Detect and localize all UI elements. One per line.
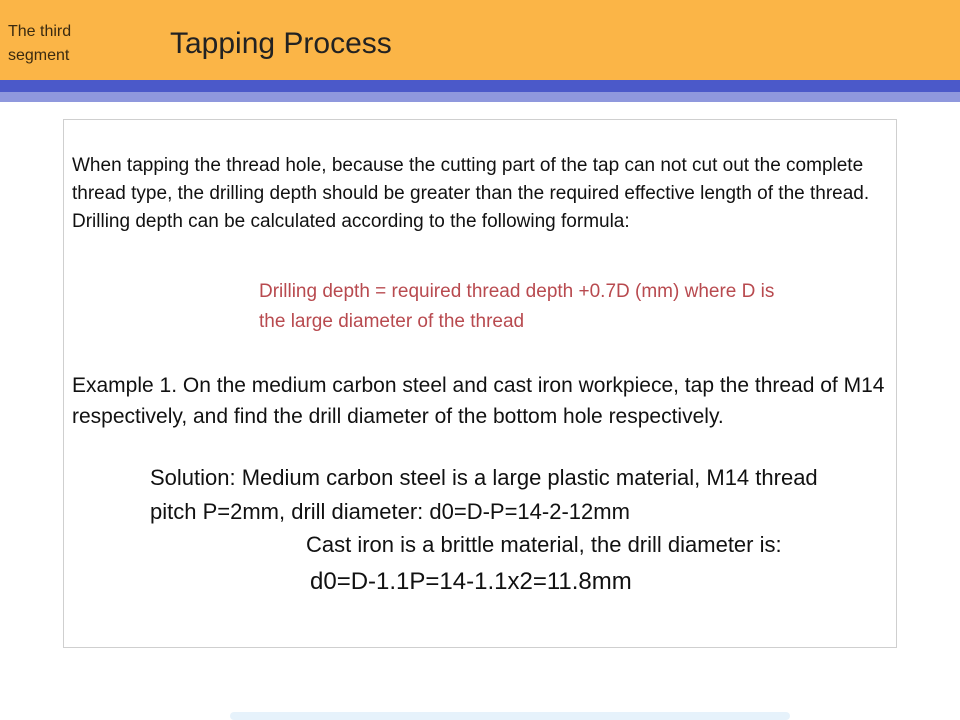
header-band [0, 0, 960, 80]
decorative-glow [230, 712, 790, 720]
header-stripe-dark [0, 80, 960, 92]
segment-label: The third segment [8, 23, 72, 64]
cast-iron-line: Cast iron is a brittle material, the drill diameter is: [306, 532, 782, 557]
example-paragraph: Example 1. On the medium carbon steel and cast iron workpiece, tap the thread of M14 respectively, and find the drill diameter of the bottom hole respectively. [72, 374, 885, 428]
intro-paragraph: When tapping the thread hole, because the cutting part of the tap can not cut out the complete thread type, the drilling depth should be greater than the required effective length of the thread. Drilling depth can be calculated according to the following formula: [72, 155, 870, 232]
formula-text: Drilling depth = required thread depth +0.7D (mm) where D is the large diameter of the thread [259, 281, 775, 332]
content-box [63, 119, 897, 648]
cast-iron-result: d0=D-1.1P=14-1.1x2=11.8mm [310, 568, 632, 595]
solution-paragraph: Solution: Medium carbon steel is a large plastic material, M14 thread pitch P=2mm, drill diameter: d0=D-P=14-2-12mm [150, 465, 818, 524]
header-stripe-light [0, 92, 960, 102]
page-title: Tapping Process [170, 27, 392, 60]
